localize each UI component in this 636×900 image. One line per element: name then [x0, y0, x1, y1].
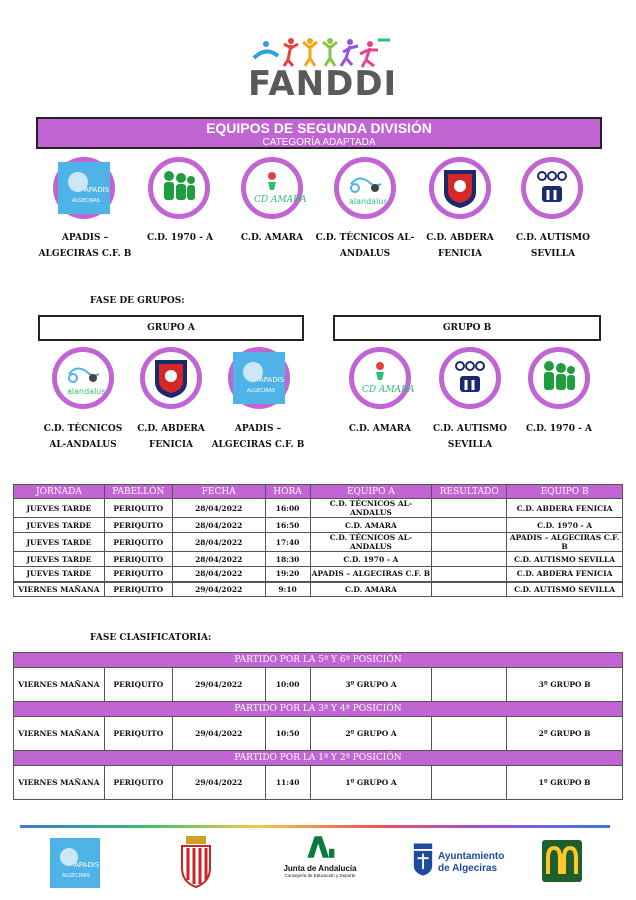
table-cell: 28/04/2022	[172, 552, 265, 567]
col-header: JORNADA	[14, 485, 105, 499]
team-name-line: C.D. AMARA	[240, 233, 304, 243]
team-name-line: C.D. AUTISMO	[433, 424, 507, 434]
phase-title: PARTIDO POR LA 1ª Y 2ª POSICIÓN	[14, 751, 623, 766]
table-cell: C.D. TÉCNICOS AL-ANDALUS	[310, 499, 432, 518]
table-cell: 3º GRUPO A	[310, 668, 432, 702]
table-row	[14, 533, 623, 552]
table-cell: JUEVES TARDE	[14, 552, 105, 567]
golden-arches-icon	[542, 840, 582, 882]
svg-text:ALGECIRAS: ALGECIRAS	[72, 198, 101, 204]
table-row	[14, 552, 623, 567]
table-cell: 17:40	[265, 533, 310, 552]
table-cell: 2º GRUPO B	[507, 717, 623, 751]
algeciras-shield-icon	[412, 843, 434, 877]
phase-header-row	[14, 702, 623, 717]
group-b-team-3	[504, 421, 614, 437]
title-banner	[36, 117, 602, 149]
table-cell: C.D. AMARA	[310, 518, 432, 533]
cd-1970-logo	[148, 157, 210, 219]
table-cell: C.D. ABDERA FENICIA	[507, 499, 623, 518]
table-row	[14, 668, 623, 702]
result-cell	[432, 668, 507, 702]
group-a-team-3	[203, 421, 313, 453]
team-name-line: C.D. AUTISMO	[516, 233, 590, 243]
result-cell	[432, 533, 507, 552]
schedule-table	[13, 484, 623, 597]
team-name-line: APADIS –	[234, 424, 282, 434]
table-row	[14, 567, 623, 582]
table-cell: PERIQUITO	[104, 717, 172, 751]
team-name-tecnicos	[310, 230, 420, 262]
schedule-header-row	[14, 485, 623, 499]
table-cell: PERIQUITO	[104, 518, 172, 533]
col-header: EQUIPO A	[310, 485, 432, 499]
team-name-line: C.D. AMARA	[348, 424, 412, 434]
table-row	[14, 518, 623, 533]
group-b-1970-logo	[528, 347, 590, 409]
footer-ayuntamiento-logo	[412, 843, 512, 881]
table-cell: 29/04/2022	[172, 766, 265, 800]
team-name-line: ALGECIRAS C.F. B	[211, 440, 305, 450]
cd-autismo-logo	[521, 157, 583, 219]
svg-text:APADIS: APADIS	[259, 376, 285, 384]
svg-text:alandalus: alandalus	[67, 387, 106, 396]
footer-algeciras-cf-crest	[180, 836, 212, 888]
table-cell: C.D. ABDERA FENICIA	[507, 567, 623, 582]
table-cell: VIERNES MAÑANA	[14, 717, 105, 751]
footer-junta-logo	[282, 834, 358, 890]
svg-text:alandalus: alandalus	[349, 197, 388, 206]
phase-title: PARTIDO POR LA 5ª Y 6ª POSICIÓN	[14, 653, 623, 668]
result-cell	[432, 766, 507, 800]
table-cell: C.D. 1970 - A	[507, 518, 623, 533]
table-cell: 28/04/2022	[172, 567, 265, 582]
group-b-autismo-logo	[439, 347, 501, 409]
table-cell: 1º GRUPO A	[310, 766, 432, 800]
team-name-line: FENICIA	[437, 249, 483, 259]
table-cell: VIERNES MAÑANA	[14, 582, 105, 597]
fanddi-logo	[238, 36, 398, 102]
col-header: HORA	[265, 485, 310, 499]
table-cell: 9:10	[265, 582, 310, 597]
table-cell: 3º GRUPO B	[507, 668, 623, 702]
table-row	[14, 582, 623, 597]
table-cell: 11:40	[265, 766, 310, 800]
table-cell: 10:50	[265, 717, 310, 751]
table-cell: JUEVES TARDE	[14, 567, 105, 582]
result-cell	[432, 499, 507, 518]
table-cell: PERIQUITO	[104, 552, 172, 567]
table-cell: PERIQUITO	[104, 567, 172, 582]
svg-text:CD AMARA: CD AMARA	[254, 195, 307, 205]
table-cell: PERIQUITO	[104, 499, 172, 518]
table-cell: JUEVES TARDE	[14, 499, 105, 518]
team-name-autismo	[498, 230, 608, 262]
result-cell	[432, 518, 507, 533]
table-cell: PERIQUITO	[104, 582, 172, 597]
col-header: FECHA	[172, 485, 265, 499]
svg-text:APADIS: APADIS	[74, 861, 100, 869]
phase-header-row	[14, 751, 623, 766]
group-phase-title: FASE DE GRUPOS:	[90, 296, 185, 306]
table-cell: PERIQUITO	[104, 533, 172, 552]
team-name-line: C.D. ABDERA	[426, 233, 494, 243]
table-cell: 19:20	[265, 567, 310, 582]
cd-abdera-logo	[429, 157, 491, 219]
table-cell: JUEVES TARDE	[14, 518, 105, 533]
svg-text:ALGECIRAS: ALGECIRAS	[247, 388, 276, 394]
result-cell	[432, 552, 507, 567]
table-cell: JUEVES TARDE	[14, 533, 105, 552]
table-cell: C.D. AUTISMO SEVILLA	[507, 552, 623, 567]
group-a-abdera-logo	[140, 347, 202, 409]
col-header: EQUIPO B	[507, 485, 623, 499]
group-a-header: GRUPO A	[38, 315, 304, 341]
table-cell: VIERNES MAÑANA	[14, 766, 105, 800]
col-header: PABELLÓN	[104, 485, 172, 499]
team-name-line: C.D. 1970 - A	[526, 424, 592, 434]
table-cell: C.D. 1970 - A	[310, 552, 432, 567]
team-name-apadis	[30, 230, 140, 262]
team-name-line: APADIS –	[61, 233, 109, 243]
apadis-logo	[53, 157, 115, 219]
table-cell: 29/04/2022	[172, 582, 265, 597]
phase-title: PARTIDO POR LA 3ª Y 4ª POSICIÓN	[14, 702, 623, 717]
group-a-apadis-logo	[228, 347, 290, 409]
team-name-line: SEVILLA	[447, 440, 493, 450]
svg-text:CD AMARA: CD AMARA	[362, 385, 415, 395]
table-cell: VIERNES MAÑANA	[14, 668, 105, 702]
table-cell: C.D. TÉCNICOS AL-ANDALUS	[310, 533, 432, 552]
table-cell: 28/04/2022	[172, 533, 265, 552]
banner-subtitle: CATEGORÍA ADAPTADA	[262, 137, 376, 148]
table-cell: 16:50	[265, 518, 310, 533]
table-cell: 16:00	[265, 499, 310, 518]
table-cell: 1º GRUPO B	[507, 766, 623, 800]
table-cell: 29/04/2022	[172, 717, 265, 751]
ayuntamiento-city: de Algeciras	[438, 863, 498, 874]
table-cell: 18:30	[265, 552, 310, 567]
footer-divider	[20, 825, 610, 828]
team-name-line: ANDALUS	[339, 249, 391, 259]
brand-wordmark: FANDDI	[248, 64, 398, 104]
team-name-line: C.D. TÉCNICOS AL-	[315, 233, 415, 243]
table-cell: APADIS – ALGECIRAS C.F. B	[310, 567, 432, 582]
phase-header-row	[14, 653, 623, 668]
result-cell	[432, 582, 507, 597]
team-name-line: AL-ANDALUS	[49, 440, 117, 450]
group-a-tecnicos-logo	[52, 347, 114, 409]
team-name-line: C.D. 1970 - A	[147, 233, 213, 243]
table-cell: PERIQUITO	[104, 766, 172, 800]
col-header: RESULTADO	[432, 485, 507, 499]
banner-title: EQUIPOS DE SEGUNDA DIVISIÓN	[206, 120, 432, 136]
table-cell: 29/04/2022	[172, 668, 265, 702]
table-cell: C.D. AMARA	[310, 582, 432, 597]
team-name-line: SEVILLA	[530, 249, 576, 259]
table-cell: 28/04/2022	[172, 499, 265, 518]
table-cell: 28/04/2022	[172, 518, 265, 533]
table-cell: C.D. AUTISMO SEVILLA	[507, 582, 623, 597]
team-name-line: FENICIA	[148, 440, 194, 450]
team-name-line: C.D. ABDERA	[137, 424, 205, 434]
table-row	[14, 766, 623, 800]
team-name-line: ALGECIRAS C.F. B	[38, 249, 132, 259]
table-cell: 10:00	[265, 668, 310, 702]
result-cell	[432, 567, 507, 582]
classification-title: FASE CLASIFICATORIA:	[90, 633, 212, 643]
svg-text:APADIS: APADIS	[84, 186, 110, 194]
junta-name: Junta de Andalucía	[283, 864, 357, 873]
group-b-amara-logo	[349, 347, 415, 409]
ayuntamiento-label: Ayuntamiento	[438, 851, 505, 862]
svg-text:ALGECIRAS: ALGECIRAS	[62, 873, 91, 879]
table-cell: 2º GRUPO A	[310, 717, 432, 751]
table-cell: PERIQUITO	[104, 668, 172, 702]
cd-amara-logo	[241, 157, 307, 219]
footer-mcdonalds-logo	[542, 840, 582, 882]
group-b-header: GRUPO B	[333, 315, 601, 341]
result-cell	[432, 717, 507, 751]
table-row	[14, 499, 623, 518]
team-name-line: C.D. TÉCNICOS	[43, 424, 123, 434]
table-cell: APADIS – ALGECIRAS C.F. B	[507, 533, 623, 552]
junta-emblem-icon	[302, 834, 338, 860]
table-row	[14, 717, 623, 751]
cd-tecnicos-logo	[334, 157, 396, 219]
junta-department: Consejería de Educación y Deporte	[284, 873, 356, 878]
footer-apadis-logo	[50, 838, 100, 888]
classification-table	[13, 652, 623, 800]
